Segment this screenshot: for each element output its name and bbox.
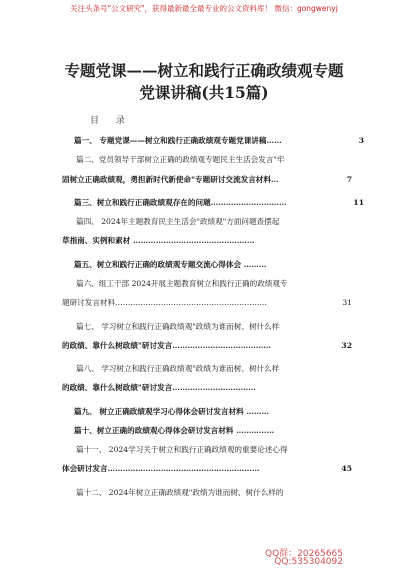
toc-entry-page-number: 3 bbox=[358, 136, 364, 145]
toc-entry-text: 的政绩、靠什么树政绩"研讨发言…………………………… bbox=[62, 383, 256, 392]
toc-entry[interactable] bbox=[62, 340, 352, 351]
toc-entry-text: 篇四、 2024年主题教育民主生活会"政绩观"方面问题查摆起 bbox=[76, 217, 280, 226]
toc-entry-text: 草指南、实例和素材 ………………………………………… bbox=[62, 236, 255, 245]
toc-entry[interactable] bbox=[62, 259, 364, 270]
toc-entry-page-number: 7 bbox=[346, 175, 352, 184]
toc-entry[interactable] bbox=[62, 487, 366, 498]
toc-entry-text: 篇三、树立和践行正确政绩观存在的问题………………………… bbox=[74, 198, 287, 207]
toc-entry[interactable] bbox=[62, 297, 352, 308]
toc-entry-text: 篇七、 学习树立和践行正确政绩观"政绩为谁而树、树什么样 bbox=[76, 322, 280, 331]
toc-entry[interactable] bbox=[62, 321, 366, 332]
toc-entry[interactable] bbox=[62, 197, 364, 208]
toc-heading: 目 录 bbox=[90, 116, 132, 126]
toc-entry-text: 的政绩、靠什么树政绩"研讨发言………………………………… bbox=[62, 341, 271, 350]
toc-entry[interactable] bbox=[62, 278, 366, 289]
footer-qq-group: QQ群：20265665 bbox=[265, 549, 343, 559]
toc-entry-text: 篇十、树立正确的政绩观心得体会研讨发言材料 …………… bbox=[74, 426, 275, 435]
toc-entry-text: 篇十一、 2024学习关于树立和践行正确政绩观的重要论述心得 bbox=[76, 445, 288, 454]
toc-entry-text: 篇六、组工干部 2024开展主题教育树立和践行正确的政绩观专 bbox=[76, 279, 288, 288]
toc-entry[interactable] bbox=[62, 425, 364, 436]
title-line-1: 专题党课——树立和践行正确政绩观专题 bbox=[64, 61, 344, 80]
toc-entry[interactable] bbox=[62, 135, 364, 146]
toc-entry[interactable] bbox=[62, 463, 352, 474]
toc-entry-text: 题研讨发言材料…………………………………………………… bbox=[62, 298, 268, 307]
toc-entry-page-number: 45 bbox=[341, 464, 352, 473]
toc-entry-text: 固树立正确政绩观，勇担新时代新使命"专题研讨交流发言材料… bbox=[62, 175, 279, 184]
toc-entry-text: 篇十二、 2024年树立正确政绩观"政绩为谁而树、树什么样的 bbox=[76, 488, 284, 497]
toc-entry-text: 篇九、 树立正确政绩观学习心得体会研讨发言材料 ……… bbox=[74, 407, 270, 416]
toc-entry[interactable] bbox=[62, 174, 352, 185]
toc-entry[interactable] bbox=[62, 382, 352, 393]
toc-entry[interactable] bbox=[62, 444, 366, 455]
toc-entry-text: 篇五、树立和践行正确的政绩观专题交流心得体会 ……… bbox=[74, 260, 267, 269]
toc-entry-page-number: 11 bbox=[353, 198, 364, 207]
toc-entry-text: 体会研讨发言…………………………………………………… bbox=[62, 464, 260, 473]
title-line-2: 党课讲稿(共15篇) bbox=[139, 83, 269, 102]
toc-entry[interactable] bbox=[62, 235, 352, 246]
toc-entry[interactable] bbox=[62, 216, 366, 227]
footer-qq-number: QQ:535304092 bbox=[274, 557, 343, 567]
toc-entry[interactable] bbox=[62, 154, 366, 165]
toc-entry-text: 篇八、 学习树立和践行正确政绩观"政绩为谁而树、树什么样 bbox=[76, 364, 280, 373]
toc-entry[interactable] bbox=[62, 363, 366, 374]
toc-entry-page-number: 32 bbox=[341, 341, 352, 350]
toc-entry-text: 篇一、 专题党课——树立和践行正确政绩观专题党课讲稿…… bbox=[74, 136, 282, 145]
header-watermark-note: 关注头条号"公文研究"，获得最新最全最专业的公文资料库！ 微信：gongwenyj bbox=[70, 4, 338, 13]
toc-entry-page-number: 31 bbox=[342, 298, 352, 307]
toc-entry[interactable] bbox=[62, 406, 364, 417]
toc-entry-text: 篇二、党员领导干部树立正确的政绩观专题民主生活会发言"牢 bbox=[76, 155, 285, 164]
